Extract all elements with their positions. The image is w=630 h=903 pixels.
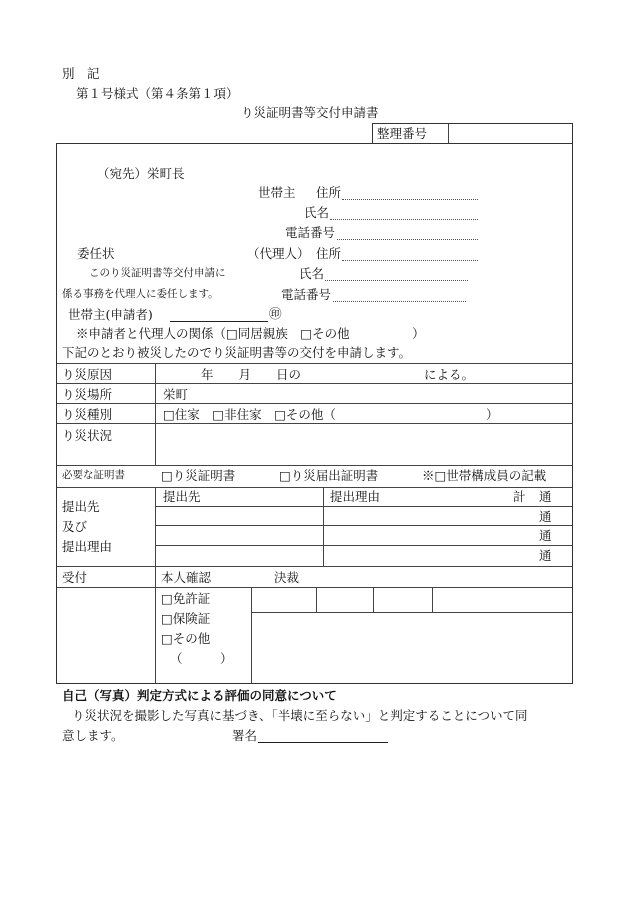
certificates-label: 必要な証明書: [62, 469, 125, 481]
head-phone-label: 電話番号: [285, 225, 336, 240]
submission-label-1: 提出先: [62, 499, 100, 514]
submission-col-reason: 提出理由: [330, 489, 381, 504]
reference-number-field[interactable]: [450, 124, 571, 143]
submission-label-3: 提出理由: [62, 539, 113, 554]
head-name-field[interactable]: [330, 205, 478, 220]
status-label: り災状況: [62, 428, 113, 443]
identity-check-label: 本人確認: [161, 570, 212, 585]
copies-count-3: 通: [539, 528, 552, 543]
approval-label: 決裁: [274, 570, 300, 585]
id-option-insurance[interactable]: □保険証: [161, 611, 211, 626]
request-statement: 下記のとおり被災したのでり災証明書等の交付を申請します。: [62, 345, 412, 360]
reference-number-label: 整理番号: [377, 126, 428, 141]
cause-label: り災原因: [62, 367, 113, 382]
delegation-text-line2: 係る事務を代理人に委任します。: [62, 288, 219, 300]
head-address-field[interactable]: [342, 185, 478, 200]
consent-text-line1: り災状況を撮影した写真に基づき、「半壊に至らない」と判定することについて同: [72, 708, 528, 723]
copies-count-4: 通: [539, 548, 552, 563]
head-phone-field[interactable]: [337, 225, 478, 240]
place-label: り災場所: [62, 387, 113, 402]
copies-count-2: 通: [539, 509, 552, 524]
cause-suffix: による。: [424, 367, 475, 382]
cert-option-report[interactable]: □り災届出証明書: [279, 468, 379, 483]
signature-label: 署名: [232, 728, 258, 743]
type-label: り災種別: [62, 407, 113, 422]
place-value[interactable]: 栄町: [163, 387, 189, 402]
submission-total-label: 計: [513, 489, 526, 504]
cause-date[interactable]: 年 月 日の: [201, 367, 302, 382]
seal-icon: ㊞: [269, 306, 282, 321]
agent-name-field[interactable]: [325, 266, 468, 281]
agent-label: （代理人）: [247, 246, 310, 261]
cert-option-members[interactable]: ※□世帯構成員の記載: [422, 468, 547, 483]
agent-phone-label: 電話番号: [281, 287, 332, 302]
status-field[interactable]: [156, 423, 571, 463]
delegation-text-line1: このり災証明書等交付申請に: [89, 267, 226, 279]
id-option-other-detail: （ ）: [170, 651, 233, 666]
consent-title: 自己（写真）判定方式による評価の同意について: [62, 688, 337, 703]
appendix-label: 別 記: [62, 66, 100, 81]
type-close: ）: [486, 407, 499, 422]
cert-option-disaster[interactable]: □り災証明書: [161, 468, 236, 483]
agent-address-label: 住所: [316, 246, 342, 261]
head-name-label: 氏名: [304, 205, 330, 220]
addressee: （宛先）栄町長: [97, 166, 185, 181]
id-option-other[interactable]: □その他: [161, 631, 211, 646]
head-applicant-label: 世帯主(申請者): [68, 307, 153, 322]
head-of-household-label: 世帯主: [258, 185, 296, 200]
reception-label: 受付: [62, 570, 88, 585]
consent-text-line2: 意します。: [62, 728, 124, 743]
submission-label-2: 及び: [62, 519, 88, 534]
agent-name-label: 氏名: [299, 266, 325, 281]
signature-field[interactable]: [258, 728, 388, 743]
delegation-title: 委任状: [77, 246, 115, 261]
page-title: り災証明書等交付申請書: [241, 105, 379, 120]
id-option-license[interactable]: □免許証: [161, 591, 211, 606]
type-options[interactable]: □住家 □非住家 □その他（: [163, 407, 336, 422]
agent-phone-field[interactable]: [333, 287, 466, 302]
head-applicant-field[interactable]: [170, 307, 268, 322]
agent-address-field[interactable]: [342, 246, 478, 261]
head-address-label: 住所: [316, 185, 342, 200]
copies-count-1: 通: [539, 489, 552, 504]
relation-checkboxes[interactable]: ※申請者と代理人の関係（□同居親族 □その他 ）: [76, 326, 425, 341]
form-number: 第１号様式（第４条第１項）: [76, 86, 239, 101]
submission-col-destination: 提出先: [163, 489, 201, 504]
